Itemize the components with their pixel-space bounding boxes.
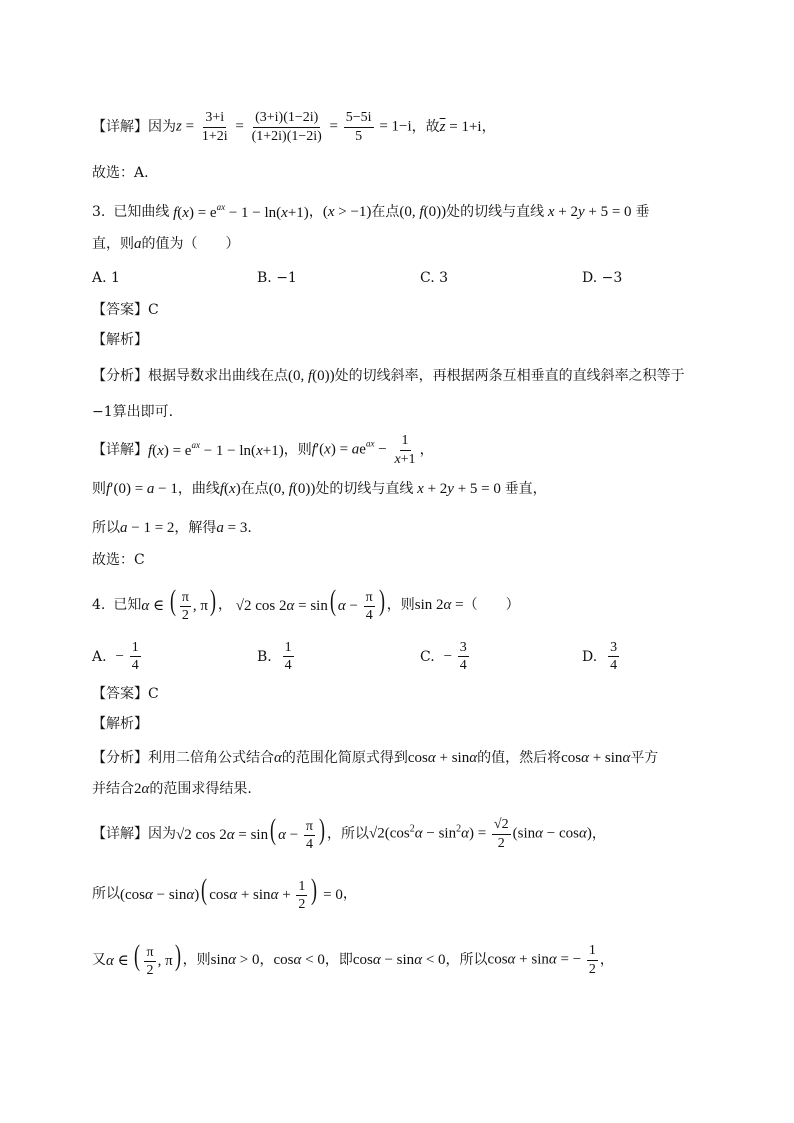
text: ，解得 <box>174 520 217 536</box>
formula-sum: cosα + sinα <box>561 749 631 766</box>
option-text: A. 1 <box>92 270 120 286</box>
q4-detail-line2 <box>92 872 357 916</box>
text: ， <box>591 826 606 842</box>
option-text: B. −1 <box>257 270 297 286</box>
q4-stem: 4. 已知 α ∈ ( $\frac{\pi}{2}$ , π) ， √2 cos 2α = sin( α − $\frac{\pi}{4}$ ) ，则 sin 2α = （ ） <box>92 584 520 624</box>
formula-sin2a: sin 2α = <box>414 596 464 613</box>
q3-choose <box>92 544 145 576</box>
text: 的范围化简原式得到 <box>281 750 408 766</box>
option-label: B. <box>257 648 272 665</box>
formula-z: z = $\frac{3+i}{1+2i}$ = $\frac{(3+i)(1-2i)}{(1+2i)(1-2i)}$ = $\frac{5-5i}{5}$ = 1−i <box>176 110 412 144</box>
formula-cos-neg: cosα < 0 <box>273 951 325 968</box>
formula-point: (0, f(0)) <box>399 203 447 220</box>
q3-option-a <box>92 270 120 286</box>
analysis-tag: 【分析】 <box>92 368 148 384</box>
formula-zbar: $\overline{z} = 1+i$ <box>439 118 482 135</box>
q3-detail-line1: 【详解】 $f(x) = e^{ax} - 1 - \ln(x+1)$ ，则 $f'(x) = ae^{ax}$ − $\frac{1}{x+1}$ ， <box>92 433 434 467</box>
formula-line: x + 2y + 5 = 0 <box>547 203 636 220</box>
var-alpha: α <box>274 749 282 766</box>
formula-fprime: $f'(x) = ae^{ax}$ − $\frac{1}{x+1}$ <box>311 433 416 467</box>
detail-line-1 <box>92 109 496 145</box>
jiexi-tag: 【解析】 <box>92 332 148 348</box>
text: 又 <box>92 952 106 968</box>
text: ， <box>259 952 274 968</box>
text: 则 <box>92 481 106 497</box>
formula-given: √2 cos 2α = sin( α − $\frac{\pi}{4}$ ) <box>232 584 385 624</box>
text: . <box>247 520 252 536</box>
text: 所以 <box>92 886 120 902</box>
text: ， <box>342 886 357 902</box>
formula-eq: a − 1 = 2 <box>120 519 175 536</box>
q4-option-d <box>582 640 621 674</box>
formula-sum: cosα + sinα <box>407 749 478 766</box>
option-text: C. 3 <box>420 270 449 286</box>
formula-alpha-range: α ∈ ( $\frac{\pi}{2}$ , π) <box>141 584 216 624</box>
text: ，则 <box>283 442 312 458</box>
choose-a <box>92 157 149 189</box>
text: 处的切线与直线 <box>446 204 545 220</box>
text: 因为 <box>148 119 176 135</box>
q4-detail-line3 <box>92 938 614 982</box>
text: 的值，然后将 <box>477 750 562 766</box>
text: ，则 <box>182 952 211 968</box>
q3-stem-line2 <box>92 228 240 260</box>
formula-point: (0, f(0)) <box>288 367 335 384</box>
formula-point: (0, f(0)) <box>268 480 316 497</box>
q4-analysis-line2 <box>92 773 252 805</box>
formula-fx: $f(x) = e^{ax} - 1 - \ln(x+1)$ <box>148 440 284 459</box>
text: 利用二倍角公式结合 <box>148 750 274 766</box>
option-label: A. <box>92 648 107 665</box>
q3-answer <box>92 294 159 326</box>
q4-option-a <box>92 640 143 674</box>
formula-sin-pos: sinα > 0 <box>210 951 260 968</box>
formula-sol: a = 3 <box>216 519 248 536</box>
text: 并结合 <box>92 781 134 797</box>
text: 在点 <box>371 204 400 220</box>
formula-diff-neg: cosα − sinα < 0 <box>352 951 446 968</box>
text: 垂直， <box>504 481 547 497</box>
formula-line: x + 2y + 5 = 0 <box>417 480 505 497</box>
choose-text: 故选：A. <box>92 165 149 181</box>
text: ，则 <box>386 597 415 613</box>
text: ，故 <box>411 119 440 135</box>
q4-analysis-line1 <box>92 742 658 774</box>
jiexi-tag: 【解析】 <box>92 716 148 732</box>
q4-jiexi <box>92 708 148 740</box>
analysis-tag: 【分析】 <box>92 750 148 766</box>
text: ，即 <box>324 952 353 968</box>
detail-tag: 【详解】 <box>92 442 148 458</box>
answer-tag: 【答案】 <box>92 302 148 318</box>
formula-alpha-range: α ∈ ( $\frac{\pi}{2}$ , π) <box>106 939 181 979</box>
text: 处的切线与直线 <box>315 481 414 497</box>
text: ，所以 <box>327 826 369 842</box>
text: 所以 <box>92 520 120 536</box>
answer-value: C <box>148 686 159 702</box>
q4-option-c <box>420 640 471 674</box>
text: −1算出即可. <box>92 404 174 420</box>
var-a: a <box>134 235 142 252</box>
question-number: 4. <box>92 597 106 613</box>
formula-given: √2 cos 2α = sin( α − $\frac{\pi}{4}$ ) <box>176 813 325 853</box>
text: 已知 <box>113 597 142 613</box>
option-value: − $\frac{1}{4}$ <box>115 640 139 674</box>
formula-fx: $f(x) = e^{ax} - 1 - \ln(x+1)$ <box>173 202 309 221</box>
text: 在点 <box>240 481 269 497</box>
detail-tag: 【详解】 <box>92 826 148 842</box>
answer-tag: 【答案】 <box>92 686 148 702</box>
q3-detail-line3 <box>92 512 252 544</box>
option-label: C. <box>420 648 435 665</box>
q3-option-d <box>582 270 622 286</box>
text: （ ） <box>463 597 520 613</box>
option-value: − $\frac{3}{4}$ <box>443 640 467 674</box>
choose-text: 故选：C <box>92 552 145 568</box>
text: ， <box>599 952 614 968</box>
q3-option-b <box>257 270 297 286</box>
text: ，所以 <box>445 952 488 968</box>
formula-domain: (x > −1) <box>322 203 372 220</box>
text: 根据导数求出曲线在点 <box>148 368 288 384</box>
text: 垂 <box>635 204 650 220</box>
text: 直，则 <box>92 236 134 252</box>
q3-option-c <box>420 270 448 286</box>
text: 的范围求得结果. <box>149 781 252 797</box>
text: ， <box>481 119 496 135</box>
option-text: D. −3 <box>582 270 623 286</box>
formula-expand: $√2(\cos^2\alpha - \sin^2\alpha)$ = $\frac{√2}{2}$ (sinα − cosα) <box>369 817 592 851</box>
option-value: $\frac{3}{4}$ <box>610 640 618 674</box>
q4-detail-line1 <box>92 812 606 856</box>
text: ，曲线 <box>177 481 220 497</box>
formula-fprime0: f′(0) = a − 1 <box>106 480 178 497</box>
detail-tag: 【详解】 <box>92 119 148 135</box>
text: 因为 <box>148 826 176 842</box>
answer-value: C <box>148 302 159 318</box>
option-value: $\frac{1}{4}$ <box>284 640 292 674</box>
text: 已知曲线 <box>113 204 170 220</box>
q3-stem-line1: 3. 已知曲线 $f(x) = e^{ax} - 1 - \ln(x+1)$ ， (x > −1) 在点 (0, f(0)) 处的切线与直线 x + 2y + 5 = 0 垂 <box>92 202 650 221</box>
question-number: 3. <box>92 204 106 220</box>
q3-analysis-line1 <box>92 360 685 392</box>
text: 的值为（ ） <box>141 236 240 252</box>
q4-option-b <box>257 640 296 674</box>
q3-analysis-line2 <box>92 396 173 428</box>
q3-jiexi <box>92 324 148 356</box>
option-label: D. <box>582 648 598 665</box>
formula-2alpha: 2α <box>134 780 150 797</box>
q4-answer <box>92 678 159 710</box>
formula-factor: (cosα − sinα)( cosα + sinα + $\frac{1}{2}$ ) = 0 <box>120 873 343 913</box>
formula-sum-val: cosα + sinα = − $\frac{1}{2}$ <box>487 943 596 977</box>
q3-detail-line2 <box>92 473 547 505</box>
text: 平方 <box>630 750 659 766</box>
text: 处的切线斜率，再根据两条互相垂直的直线斜率之积等于 <box>334 368 685 384</box>
formula-f: f(x) <box>219 480 241 497</box>
